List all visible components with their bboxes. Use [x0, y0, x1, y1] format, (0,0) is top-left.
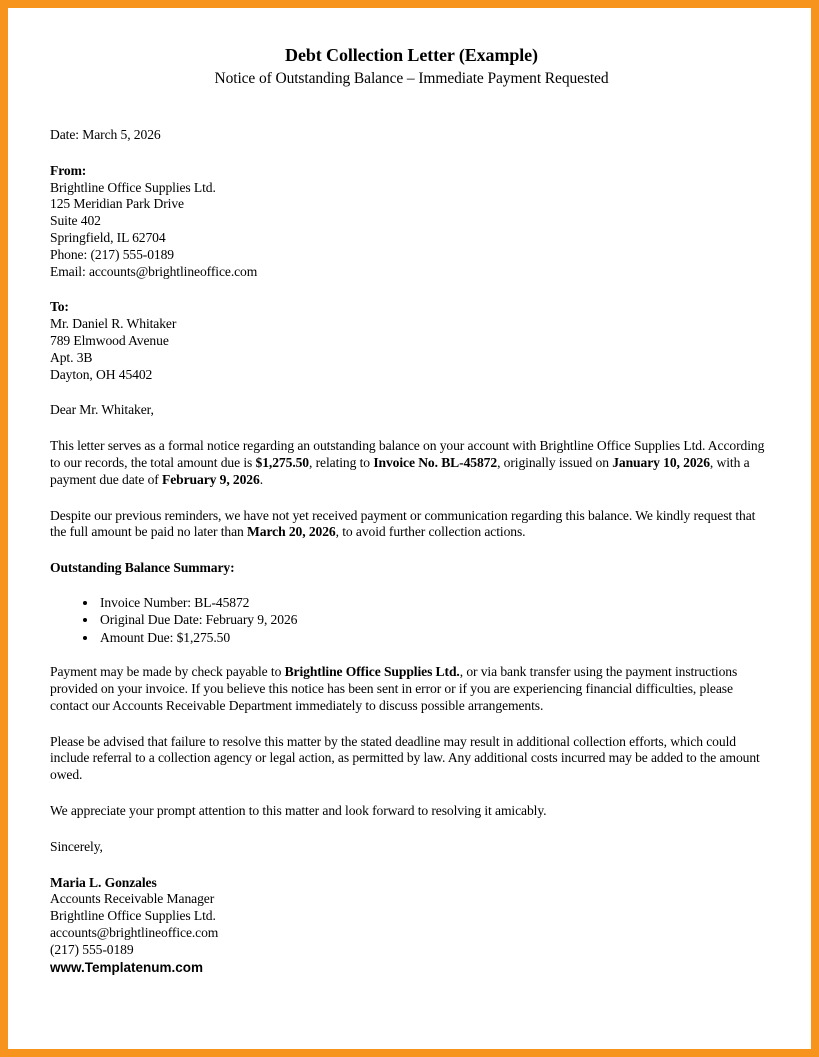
- letter-header: [50, 44, 773, 89]
- text-run: We appreciate your prompt attention to this matter and look forward to resolving it amicably.: [50, 802, 547, 818]
- letter-subtitle: Notice of Outstanding Balance – Immediate Payment Requested: [214, 70, 609, 87]
- bold-text-run: March 20, 2026: [247, 524, 336, 540]
- text-run: This letter serves as a formal notice regarding an outstanding balance on your account with Brightline Office Supplies Ltd. According to our records, the total amount due is: [50, 438, 765, 470]
- from-address-line: 125 Meridian Park Drive: [50, 196, 184, 212]
- summary-bullet-item: • Invoice Number: BL-45872: [98, 594, 773, 611]
- bold-text-run: Brightline Office Supplies Ltd.: [284, 664, 460, 680]
- bold-text-run: Invoice No. BL-45872: [373, 454, 498, 470]
- summary-bullet-item: • Original Due Date: February 9, 2026: [98, 611, 773, 628]
- text-run: , originally issued on: [497, 454, 613, 470]
- to-label: To:: [50, 299, 69, 315]
- paragraph: [50, 508, 773, 542]
- from-label: From:: [50, 162, 87, 178]
- text-run: .: [259, 471, 264, 487]
- text-run: , or via bank transfer using the payment instructions provided on your invoice. If you believe this notice has been sent in error or if you are experiencing financial difficulties, please contact our Accounts Receivable Department immediately to discuss possible arrangements.: [50, 664, 738, 713]
- signature-line: accounts@brightlineoffice.com: [50, 924, 219, 940]
- text-run: Payment may be made by check payable to: [50, 664, 285, 680]
- paragraph: [50, 438, 773, 488]
- sign-off: Sincerely,: [50, 838, 103, 854]
- paragraph: [50, 803, 773, 820]
- text-run: Despite our previous reminders, we have not yet received payment or communication regarding this balance. We kindly request that the full amount be paid no later than: [50, 507, 756, 540]
- from-address-line: Brightline Office Supplies Ltd.: [50, 179, 216, 195]
- to-address-line: Apt. 3B: [50, 349, 93, 365]
- to-block: [50, 299, 773, 383]
- text-run: , to avoid further collection actions.: [335, 524, 526, 540]
- signature-line: (217) 555-0189: [50, 941, 134, 957]
- paragraph: [50, 664, 773, 714]
- text-run: , with a payment due date of: [50, 454, 750, 487]
- signature-line: Accounts Receivable Manager: [50, 891, 215, 907]
- summary-heading: Outstanding Balance Summary:: [50, 560, 235, 576]
- signature-name: Maria L. Gonzales: [50, 874, 157, 890]
- signature-block: [50, 875, 773, 959]
- text-run: , relating to: [309, 454, 374, 470]
- summary-bullet-item: • Amount Due: $1,275.50: [98, 629, 773, 646]
- closing-paragraphs: [50, 664, 773, 820]
- from-address-line: Phone: (217) 555-0189: [50, 246, 175, 262]
- from-address-line: Springfield, IL 62704: [50, 229, 166, 245]
- date-line: Date: March 5, 2026: [50, 127, 161, 142]
- bold-text-run: February 9, 2026: [162, 471, 260, 487]
- salutation: Dear Mr. Whitaker,: [50, 402, 154, 418]
- to-address-line: Mr. Daniel R. Whitaker: [50, 316, 177, 332]
- bold-text-run: $1,275.50: [255, 454, 310, 470]
- body-paragraphs: [50, 438, 773, 541]
- text-run: Please be advised that failure to resolve this matter by the stated deadline may result in additional collection efforts, which could include referral to a collection agency or legal action, as permitted by law. Any additional costs incurred may be added to the amount owed.: [50, 733, 760, 783]
- to-address-line: Dayton, OH 45402: [50, 366, 153, 382]
- summary-list: [50, 594, 773, 646]
- to-address-line: 789 Elmwood Avenue: [50, 332, 169, 348]
- from-block: [50, 163, 773, 281]
- website-text: www.Templatenum.com: [50, 960, 204, 976]
- letter-title: Debt Collection Letter (Example): [285, 45, 538, 65]
- signature-line: Brightline Office Supplies Ltd.: [50, 908, 216, 924]
- bold-text-run: January 10, 2026: [612, 454, 710, 470]
- from-address-line: Email: accounts@brightlineoffice.com: [50, 263, 258, 279]
- from-address-line: Suite 402: [50, 213, 101, 229]
- letter-content: [8, 8, 811, 976]
- paragraph: [50, 734, 773, 784]
